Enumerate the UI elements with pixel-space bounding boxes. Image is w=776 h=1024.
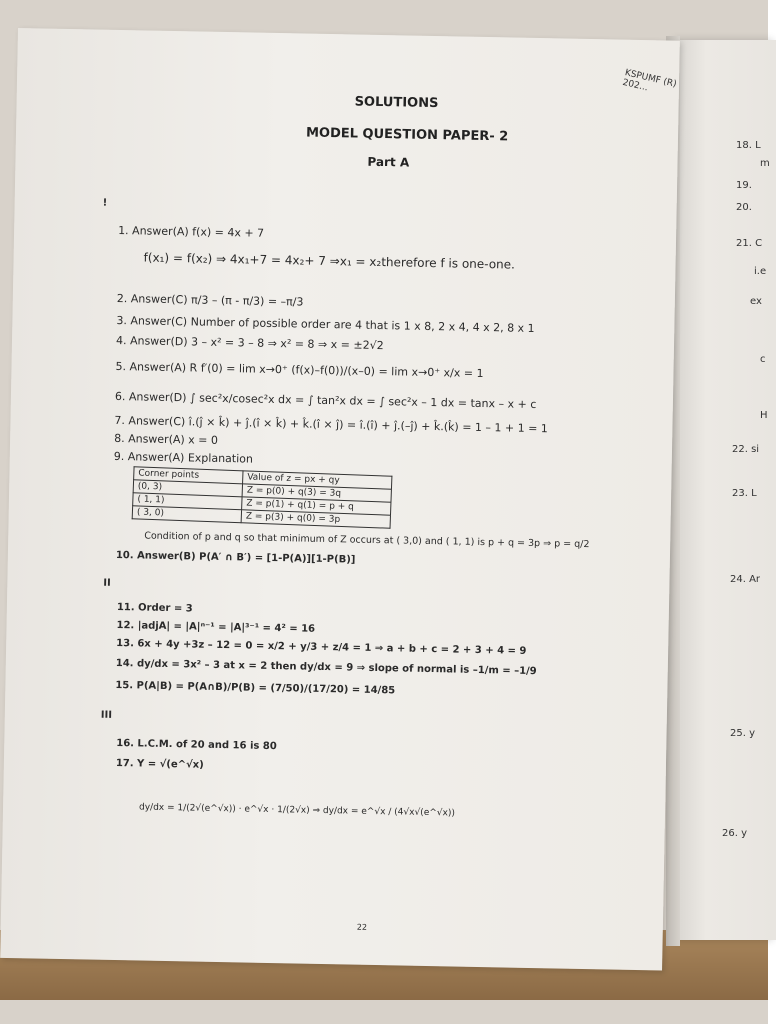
- answer-13: 13. 6x + 4y +3z – 12 = 0 = x/2 + y/3 + z/4 = 1 ⇒ a + b + c = 2 + 3 + 4 = 9: [116, 637, 527, 657]
- answer-14: 14. dy/dx = 3x² – 3 at x = 2 then dy/dx = 9 ⇒ slope of normal is –1/m = –1/9: [115, 657, 537, 678]
- answer-12: 12. |adjA| = |A|ⁿ⁻¹ = |A|³⁻¹ = 4² = 16: [116, 620, 316, 635]
- right-item: ex: [750, 296, 762, 307]
- answer-5: 5. Answer(A) R f′(0) = lim x→0⁺ (f(x)–f(0))/(x–0) = lim x→0⁺ x/x = 1: [115, 359, 484, 380]
- answer-7: 7. Answer(C) î.(ĵ × k̂) + ĵ.(î × k̂) + k̂.(î × ĵ) = î.(î) + ĵ.(–ĵ) + k̂.(k̂) = 1 – 1 + 1 = 1: [114, 413, 548, 436]
- page-number: 22: [356, 922, 368, 932]
- header-stamp: KSPUMF (R) 202...: [621, 68, 678, 94]
- answer-8: 8. Answer(A) x = 0: [114, 431, 219, 447]
- answer-1-explanation: f(x₁) = f(x₂) ⇒ 4x₁+7 = 4x₂+ 7 ⇒x₁ = x₂therefore f is one-one.: [143, 250, 516, 272]
- solutions-title: SOLUTIONS: [354, 94, 439, 112]
- right-item: i.e: [754, 266, 767, 277]
- part-a-heading: Part A: [367, 154, 410, 170]
- right-item: 26. y: [722, 828, 747, 839]
- section-mark-i: !: [102, 197, 108, 209]
- table-cell: (0, 3): [133, 480, 242, 497]
- table-cell: ( 1, 1): [133, 493, 242, 510]
- answer-9: 9. Answer(A) Explanation: [113, 449, 254, 466]
- right-item: 24. Ar: [730, 574, 761, 585]
- right-item: 19.: [736, 180, 752, 191]
- table-cell: Z = p(0) + q(3) = 3q: [242, 484, 391, 502]
- answer-2: 2. Answer(C) π/3 – (π - π/3) = –π/3: [116, 291, 304, 309]
- right-item: 22. si: [732, 444, 760, 455]
- right-item: 18. L: [736, 140, 761, 151]
- table-header: Corner points: [134, 467, 243, 484]
- right-item: m: [760, 158, 770, 169]
- right-item: 23. L: [732, 488, 757, 499]
- answer-1: 1. Answer(A) f(x) = 4x + 7: [118, 223, 265, 240]
- answer-10: 10. Answer(B) P(A′ ∩ B′) = [1-P(A)][1-P(B)]: [115, 549, 356, 566]
- right-item: 21. C: [736, 238, 763, 249]
- answer-3: 3. Answer(C) Number of possible order are 4 that is 1 x 8, 2 x 4, 4 x 2, 8 x 1: [116, 313, 535, 335]
- right-item: H: [760, 410, 768, 421]
- table-cell: Z = p(1) + q(1) = p + q: [242, 497, 391, 515]
- right-item: c: [760, 354, 766, 365]
- right-page: [676, 40, 776, 940]
- answer-6: 6. Answer(D) ∫ sec²x/cosec²x dx = ∫ tan²x dx = ∫ sec²x – 1 dx = tanx – x + c: [114, 389, 537, 412]
- condition-text: Condition of p and q so that minimum of Z occurs at ( 3,0) and ( 1, 1) is p + q = 3p ⇒ p = q/2: [144, 530, 590, 551]
- right-item: 20.: [736, 202, 752, 213]
- answer-11: 11. Order = 3: [116, 602, 193, 615]
- table-cell: ( 3, 0): [132, 506, 241, 523]
- paper-subtitle: MODEL QUESTION PAPER- 2: [305, 125, 509, 145]
- answer-15: 15. P(A|B) = P(A∩B)/P(B) = (7/50)/(17/20) = 14/85: [115, 679, 396, 697]
- derivative-formula: dy/dx = 1/(2√(e^√x)) · e^√x · 1/(2√x) ⇒ dy/dx = e^√x / (4√x√(e^√x)): [138, 802, 455, 819]
- table-header: Value of z = px + qy: [243, 471, 392, 489]
- table-cell: Z = p(3) + q(0) = 3p: [241, 510, 390, 528]
- answer-17: 17. Y = √(e^√x): [115, 758, 204, 771]
- right-item: 25. y: [730, 728, 755, 739]
- answer-4: 4. Answer(D) 3 – x² = 3 – 8 ⇒ x² = 8 ⇒ x = ±2√2: [115, 333, 384, 353]
- section-mark-ii: II: [103, 577, 111, 589]
- answer-16: 16. L.C.M. of 20 and 16 is 80: [116, 738, 277, 753]
- section-mark-iii: III: [100, 709, 113, 721]
- left-page: [0, 28, 680, 971]
- corner-points-table: [132, 466, 393, 528]
